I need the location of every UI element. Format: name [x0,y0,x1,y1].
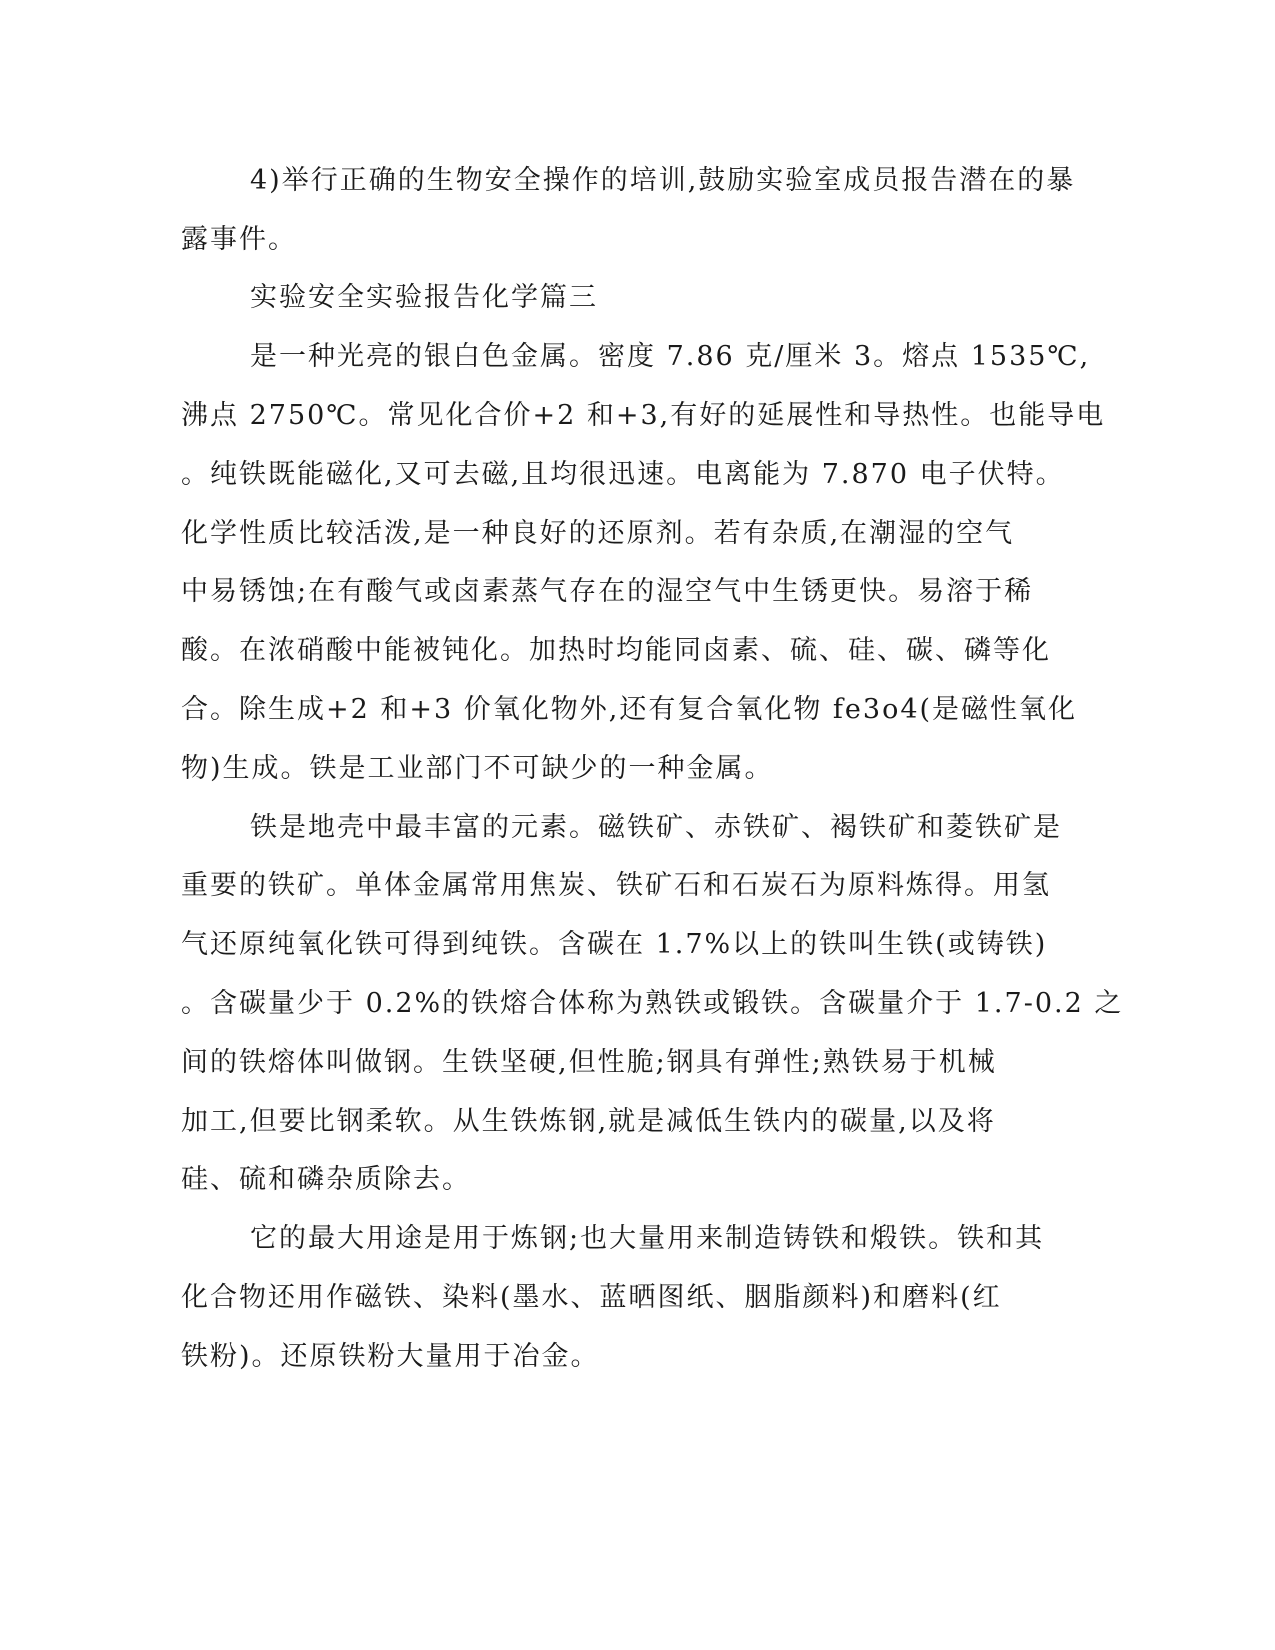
paragraph-line: 。含碳量少于 0.2%的铁熔合体称为熟铁或锻铁。含碳量介于 1.7-0.2 之 [181,988,1124,1019]
paragraph-line: 酸。在浓硝酸中能被钝化。加热时均能同卤素、硫、硅、碳、磷等化 [181,635,1051,666]
paragraph-line: 重要的铁矿。单体金属常用焦炭、铁矿石和石炭石为原料炼得。用氢 [181,870,1051,901]
paragraph-line: 。纯铁既能磁化,又可去磁,且均很迅速。电离能为 7.870 电子伏特。 [181,459,1065,490]
paragraph-line: 加工,但要比钢柔软。从生铁炼钢,就是减低生铁内的碳量,以及将 [181,1106,996,1137]
paragraph-line: 它的最大用途是用于炼钢;也大量用来制造铸铁和煅铁。铁和其 [250,1223,1045,1254]
paragraph-line: 物)生成。铁是工业部门不可缺少的一种金属。 [181,753,774,784]
paragraph-line: 化合物还用作磁铁、染料(墨水、蓝晒图纸、胭脂颜料)和磨料(红 [181,1282,1002,1313]
paragraph-line: 中易锈蚀;在有酸气或卤素蒸气存在的湿空气中生锈更快。易溶于稀 [181,576,1034,607]
paragraph-line: 露事件。 [181,224,297,255]
paragraph-line: 气还原纯氧化铁可得到纯铁。含碳在 1.7%以上的铁叫生铁(或铸铁) [181,929,1048,960]
paragraph-line: 4)举行正确的生物安全操作的培训,鼓励实验室成员报告潜在的暴 [250,165,1076,196]
paragraph-line: 间的铁熔体叫做钢。生铁坚硬,但性脆;钢具有弹性;熟铁易于机械 [181,1047,997,1078]
paragraph-line: 硅、硫和磷杂质除去。 [181,1164,471,1195]
paragraph-line: 化学性质比较活泼,是一种良好的还原剂。若有杂质,在潮湿的空气 [181,518,1015,549]
paragraph-line: 铁是地壳中最丰富的元素。磁铁矿、赤铁矿、褐铁矿和菱铁矿是 [250,812,1062,843]
paragraph-line: 合。除生成+2 和+3 价氧化物外,还有复合氧化物 fe3o4(是磁性氧化 [181,694,1078,725]
paragraph-line: 是一种光亮的银白色金属。密度 7.86 克/厘米 3。熔点 1535℃, [250,341,1091,372]
paragraph-line: 沸点 2750℃。常见化合价+2 和+3,有好的延展性和导热性。也能导电 [181,400,1106,431]
paragraph-line: 铁粉)。还原铁粉大量用于冶金。 [181,1341,600,1372]
section-heading: 实验安全实验报告化学篇三 [250,282,598,313]
